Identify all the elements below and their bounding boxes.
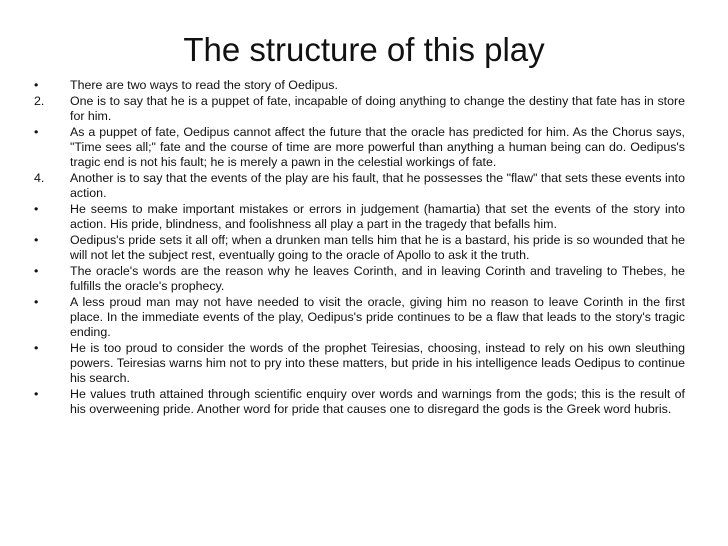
slide-title: The structure of this play xyxy=(183,31,545,68)
list-item-text: He is too proud to consider the words of the prophet Teiresias, choosing, instead to rely on his own sleuthing powers. Teiresias warns him not to pry into these matters, but pride in his intelligence leads Oedipus to continue his search. xyxy=(70,341,685,385)
list-item xyxy=(34,233,685,263)
bullet-marker: • xyxy=(34,295,39,309)
list-item xyxy=(34,125,685,170)
list-item xyxy=(34,78,685,93)
bullet-marker: • xyxy=(34,78,39,92)
list-item-text: There are two ways to read the story of Oedipus. xyxy=(70,78,338,92)
list-item-text: One is to say that he is a puppet of fate, incapable of doing anything to change the destiny that fate has in store for him. xyxy=(70,94,685,123)
list-item-text: The oracle's words are the reason why he leaves Corinth, and in leaving Corinth and traveling to Thebes, he fulfills the oracle's prophecy. xyxy=(70,264,685,293)
list-item xyxy=(34,264,685,294)
bullet-marker: • xyxy=(34,202,39,216)
bullet-marker: • xyxy=(34,264,39,278)
number-marker: 2. xyxy=(34,94,45,108)
list-item xyxy=(34,202,685,232)
bullet-marker: • xyxy=(34,125,39,139)
list-item-text: Oedipus's pride sets it all off; when a drunken man tells him that he is a bastard, his pride is so wounded that he will not let the subject rest, eventually going to the oracle of Apollo to ask it the truth. xyxy=(70,233,685,262)
bullet-list xyxy=(34,78,685,418)
number-marker: 4. xyxy=(34,171,45,185)
list-item-text: Another is to say that the events of the play are his fault, that he possesses the "flaw" that sets these events into action. xyxy=(70,171,685,200)
bullet-marker: • xyxy=(34,233,39,247)
list-item xyxy=(34,94,685,124)
list-item-text: A less proud man may not have needed to visit the oracle, giving him no reason to leave Corinth in the first place. In the immediate events of the play, Oedipus's pride continues to be a flaw that leads to the story's tragic ending. xyxy=(70,295,685,339)
bullet-marker: • xyxy=(34,341,39,355)
list-item xyxy=(34,341,685,386)
bullet-marker: • xyxy=(34,387,39,401)
list-item xyxy=(34,295,685,340)
list-item xyxy=(34,387,685,417)
list-item-text: He seems to make important mistakes or errors in judgement (hamartia) that set the events of the story into action. His pride, blindness, and foolishness all play a part in the tragedy that befalls him. xyxy=(70,202,685,231)
list-item xyxy=(34,171,685,201)
list-item-text: As a puppet of fate, Oedipus cannot affect the future that the oracle has predicted for him. As the Chorus says, "Time sees all;" fate and the course of time are more powerful than anything a human being can do. Oedipus's tragic end is not his fault; he is merely a pawn in the celestial workings of fate. xyxy=(70,125,685,169)
list-item-text: He values truth attained through scientific enquiry over words and warnings from the gods; this is the result of his overweening pride. Another word for pride that causes one to disregard the gods is the Greek word hubris. xyxy=(70,387,685,416)
